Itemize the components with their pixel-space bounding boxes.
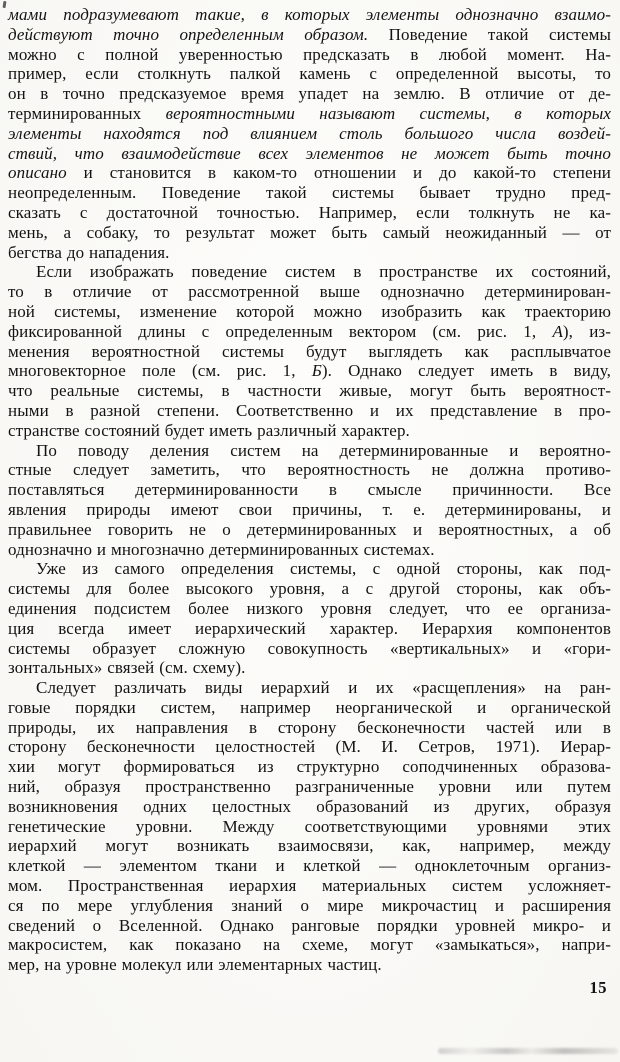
text-line bbox=[8, 757, 611, 777]
text-line bbox=[8, 678, 611, 698]
text-segment: системы для более высокого уровня, а с другой стороны, как объ- bbox=[8, 579, 611, 599]
text-segment: сторону бесконечности целостностей (М. И. Сетров, 1971). Иерар- bbox=[8, 737, 611, 757]
italic-text-segment: мами подразумевают такие, в которых элементы однозначно взаимо- bbox=[8, 5, 611, 24]
text-segment: фиксированной длины с определенным вектором (см. рис. 1, bbox=[8, 321, 553, 341]
text-line bbox=[8, 737, 611, 757]
text-line bbox=[8, 836, 611, 856]
text-line bbox=[8, 64, 611, 84]
text-line bbox=[8, 421, 611, 441]
text-line bbox=[8, 777, 611, 797]
text-segment: ция всегда имеет иерархический характер. Иерархия компонентов bbox=[8, 618, 611, 638]
italic-text-segment: вероятностными называют системы, в которых bbox=[165, 103, 611, 123]
text-line bbox=[8, 401, 611, 421]
text-segment: однозначно и многозначно детерминированных системах. bbox=[8, 539, 435, 559]
text-segment: сведений о Вселенной. Однако ранговые порядки уровней микро- и bbox=[8, 915, 611, 935]
text-segment: многовекторное поле (см. рис. 1, bbox=[8, 361, 312, 381]
page-number: 15 bbox=[589, 978, 607, 997]
text-segment: клеткой — элементом ткани и клеткой — одноклеточным организ- bbox=[8, 856, 611, 876]
text-segment: генетические уровни. Между соответствующими уровнями этих bbox=[8, 816, 611, 836]
text-segment: то в отличие от рассмотренной выше однозначно детерминирован- bbox=[8, 282, 611, 302]
text-line bbox=[8, 876, 611, 896]
text-line bbox=[8, 955, 611, 975]
text-segment: мень, а собаку, то результат может быть самый неожиданный — от bbox=[8, 222, 611, 242]
text-segment: возникновения одних целостных образований из других, образуя bbox=[8, 796, 611, 816]
text-segment: иерархий могут возникать взаимосвязи, как, например, между bbox=[8, 836, 611, 856]
text-line bbox=[8, 223, 611, 243]
text-line bbox=[8, 916, 611, 936]
text-line bbox=[8, 163, 611, 183]
text-line bbox=[8, 183, 611, 203]
text-line bbox=[8, 45, 611, 65]
text-line bbox=[8, 619, 611, 639]
text-segment: макросистем, как показано на схеме, могут «замыкаться», напри- bbox=[8, 935, 611, 955]
italic-text-segment: А bbox=[552, 321, 563, 341]
text-line bbox=[8, 124, 611, 144]
bleed-through-smudge bbox=[438, 1048, 618, 1054]
text-line bbox=[8, 817, 611, 837]
text-segment: ся по мере углубления знаний о мире микрочастиц и расширения bbox=[8, 895, 611, 915]
text-segment: хии могут формироваться из структурно соподчиненных образова- bbox=[8, 757, 611, 777]
text-line bbox=[8, 25, 611, 45]
text-line bbox=[8, 500, 611, 520]
text-line bbox=[8, 658, 611, 678]
text-line bbox=[8, 203, 611, 223]
text-line bbox=[8, 540, 611, 560]
ink-speck bbox=[3, 1, 7, 8]
paragraph bbox=[8, 262, 611, 440]
text-block bbox=[8, 5, 611, 975]
text-line bbox=[8, 104, 611, 124]
paragraph bbox=[8, 5, 611, 262]
text-line bbox=[8, 639, 611, 659]
text-line bbox=[8, 302, 611, 322]
text-line bbox=[8, 559, 611, 579]
text-line bbox=[8, 342, 611, 362]
text-line bbox=[8, 599, 611, 619]
text-line bbox=[8, 361, 611, 381]
text-segment: бегства до нападения. bbox=[8, 242, 170, 262]
text-line bbox=[8, 381, 611, 401]
text-segment: поставляться детерминированности в смысле причинности. Все bbox=[8, 480, 611, 500]
text-segment: ний, образуя пространственно разграниченные уровни или путем bbox=[8, 777, 611, 797]
text-segment: и становится в каком-то отношении и до какой-то степени bbox=[83, 163, 611, 183]
text-line bbox=[8, 282, 611, 302]
italic-text-segment: элементы находятся под влиянием столь большого числа воздей- bbox=[8, 123, 611, 143]
text-line bbox=[8, 322, 611, 342]
text-segment: ными в разной степени. Соответственно и их представление в про- bbox=[8, 400, 611, 420]
text-line bbox=[8, 460, 611, 480]
text-segment: мер, на уровне молекул или элементарных частиц. bbox=[8, 955, 382, 975]
text-line bbox=[8, 698, 611, 718]
text-segment: странстве состояний будет иметь различный характер. bbox=[8, 420, 410, 440]
text-segment: говые порядки систем, например неорганической и органической bbox=[8, 697, 611, 717]
text-segment: природы, их направления в сторону бесконечности частей или в bbox=[8, 717, 611, 737]
text-segment: Следует различать виды иерархий и их «расщепления» на ран- bbox=[36, 678, 611, 698]
paragraph bbox=[8, 441, 611, 560]
text-segment: ). Однако следует иметь в виду, bbox=[321, 361, 612, 381]
text-line bbox=[8, 856, 611, 876]
paragraph bbox=[8, 559, 611, 678]
text-segment: что реальные системы, в частности живые, могут быть вероятност- bbox=[8, 381, 611, 401]
italic-text-segment: Б bbox=[311, 361, 322, 381]
text-segment: сказать с достаточной точностью. Например, если толкнуть не ка- bbox=[8, 202, 611, 222]
text-line bbox=[8, 243, 611, 263]
text-segment: неопределенным. Поведение такой системы бывает трудно пред- bbox=[8, 183, 611, 203]
text-line bbox=[8, 579, 611, 599]
text-segment: он в точно предсказуемое время упадет на землю. В отличие от де- bbox=[8, 84, 611, 104]
text-segment: стные следует заметить, что вероятностность не должна противо- bbox=[8, 460, 611, 480]
text-line bbox=[8, 520, 611, 540]
text-segment: правильнее говорить не о детерминированных и вероятностных, а об bbox=[8, 519, 611, 539]
text-segment: Поведение такой системы bbox=[368, 24, 611, 44]
text-line bbox=[8, 441, 611, 461]
text-segment: системы образует сложную совокупность «вертикальных» и «гори- bbox=[8, 638, 611, 658]
text-line bbox=[8, 5, 611, 25]
text-segment: мом. Пространственная иерархия материальных систем усложняет- bbox=[8, 876, 611, 896]
text-line bbox=[8, 480, 611, 500]
text-line bbox=[8, 896, 611, 916]
text-segment: единения подсистем более низкого уровня следует, что ее организа- bbox=[8, 598, 611, 618]
text-line bbox=[8, 718, 611, 738]
text-segment: менения вероятностной системы будут выглядеть как расплывчатое bbox=[8, 341, 611, 361]
italic-text-segment: ствий, что взаимодействие всех элементов не может быть точно bbox=[8, 143, 611, 163]
text-line bbox=[8, 84, 611, 104]
text-segment: Уже из самого определения системы, с одной стороны, как под- bbox=[36, 559, 611, 579]
text-segment: ной системы, изменение которой можно изобразить как траекторию bbox=[8, 301, 611, 321]
text-segment: терминированных bbox=[8, 103, 166, 123]
italic-text-segment: описано bbox=[8, 163, 84, 183]
text-line bbox=[8, 262, 611, 282]
text-segment: зонтальных» связей (см. схему). bbox=[8, 658, 246, 678]
text-segment: можно с полной уверенностью предсказать в любой момент. На- bbox=[8, 44, 611, 64]
text-line bbox=[8, 935, 611, 955]
text-line bbox=[8, 797, 611, 817]
italic-text-segment: действуют точно определенным образом. bbox=[8, 24, 369, 44]
text-segment: Если изображать поведение систем в пространстве их состояний, bbox=[36, 262, 611, 282]
paragraph bbox=[8, 678, 611, 975]
text-segment: явления природы имеют свои причины, т. е. детерминированы, и bbox=[8, 499, 611, 519]
text-line bbox=[8, 144, 611, 164]
text-segment: ), из- bbox=[562, 321, 611, 341]
text-segment: По поводу деления систем на детерминированные и вероятно- bbox=[36, 440, 611, 460]
text-segment: пример, если столкнуть палкой камень с определенной высоты, то bbox=[8, 64, 611, 84]
